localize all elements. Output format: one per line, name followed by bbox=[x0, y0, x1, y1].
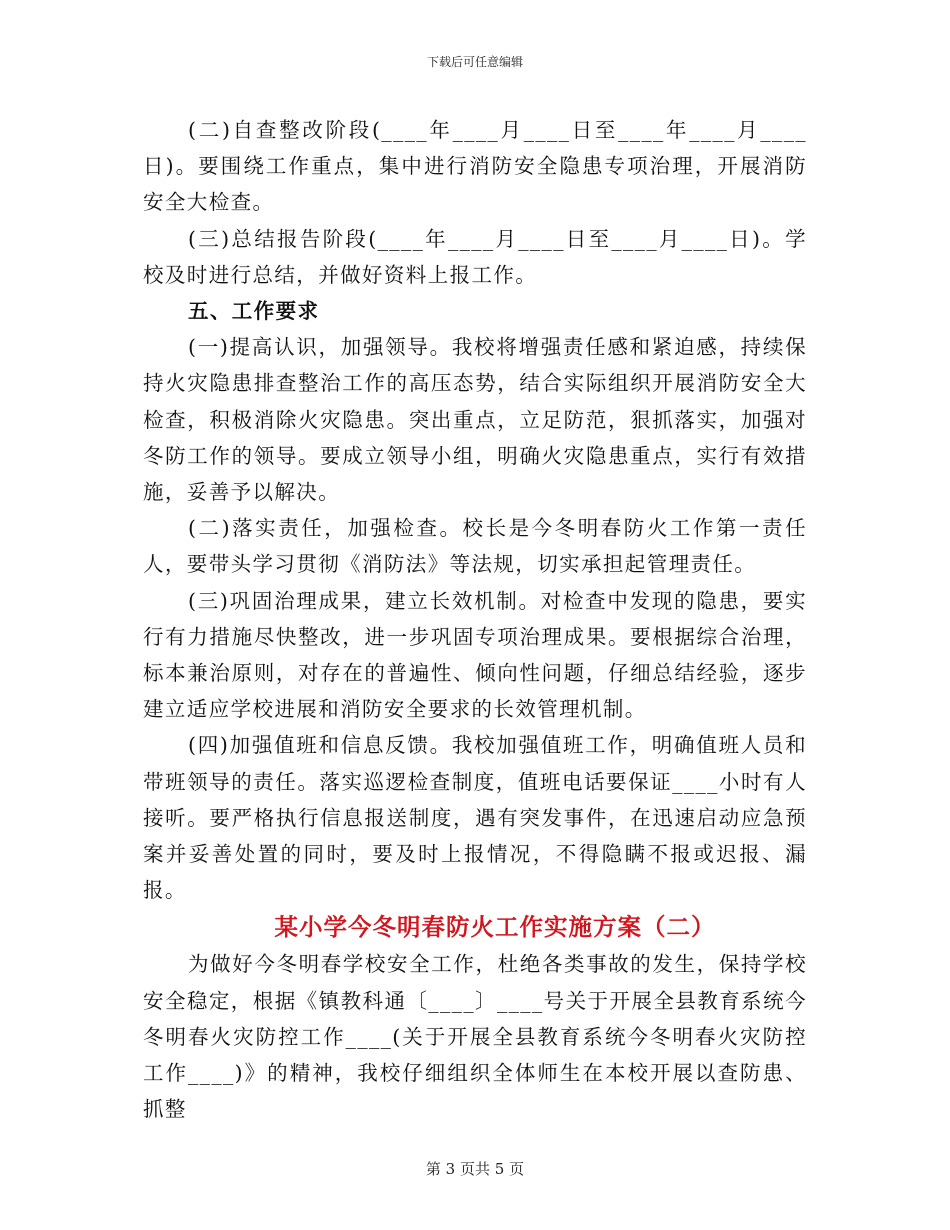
document-title: 某小学今冬明春防火工作实施方案（二） bbox=[274, 913, 716, 942]
page-footer: 第 3 页共 5 页 bbox=[425, 1160, 525, 1178]
document-body bbox=[143, 112, 807, 1127]
paragraph-summary-report: (三)总结报告阶段(____年____月____日至____月____日)。学校及时进行总结，并做好资料上报工作。 bbox=[143, 226, 807, 287]
requirement-item: (二)落实责任，加强检查。校长是今冬明春防火工作第一责任人，要带头学习贯彻《消防法》等法规，切实承担起管理责任。 bbox=[143, 516, 807, 577]
page-header: 下载后可任意编辑 bbox=[426, 55, 523, 69]
section-heading: 五、工作要求 bbox=[188, 299, 320, 324]
requirement-item: (四)加强值班和信息反馈。我校加强值班工作，明确值班人员和带班领导的责任。落实巡逻检查制度，值班电话要保证____小时有人接听。要严格执行信息报送制度，遇有突发事件，在迅速启动应急预案并妥善处置的同时，要及时上报情况，不得隐瞒不报或迟报、漏报。 bbox=[143, 733, 807, 903]
intro-paragraph: 为做好今冬明春学校安全工作，杜绝各类事故的发生，保持学校安全稳定，根据《镇教科通〔____〕____号关于开展全县教育系统今冬明春火灾防控工作____(关于开展全县教育系统今冬明春火灾防控工作____)》的精神，我校仔细组织全体师生在本校开展以查防患、抓整 bbox=[143, 952, 807, 1122]
requirement-item: (三)巩固治理成果，建立长效机制。对检查中发现的隐患，要实行有力措施尽快整改，进一步巩固专项治理成果。要根据综合治理，标本兼治原则，对存在的普遍性、倾向性问题，仔细总结经验，逐步建立适应学校进展和消防安全要求的长效管理机制。 bbox=[143, 588, 807, 722]
requirement-item: (一)提高认识，加强领导。我校将增强责任感和紧迫感，持续保持火灾隐患排查整治工作的高压态势，结合实际组织开展消防安全大检查，积极消除火灾隐患。突出重点，立足防范，狠抓落实，加强对冬防工作的领导。要成立领导小组，明确火灾隐患重点，实行有效措施，妥善予以解决。 bbox=[143, 335, 807, 505]
paragraph-self-inspection: (二)自查整改阶段(____年____月____日至____年____月____日)。要围绕工作重点，集中进行消防安全隐患专项治理，开展消防安全大检查。 bbox=[143, 118, 807, 215]
